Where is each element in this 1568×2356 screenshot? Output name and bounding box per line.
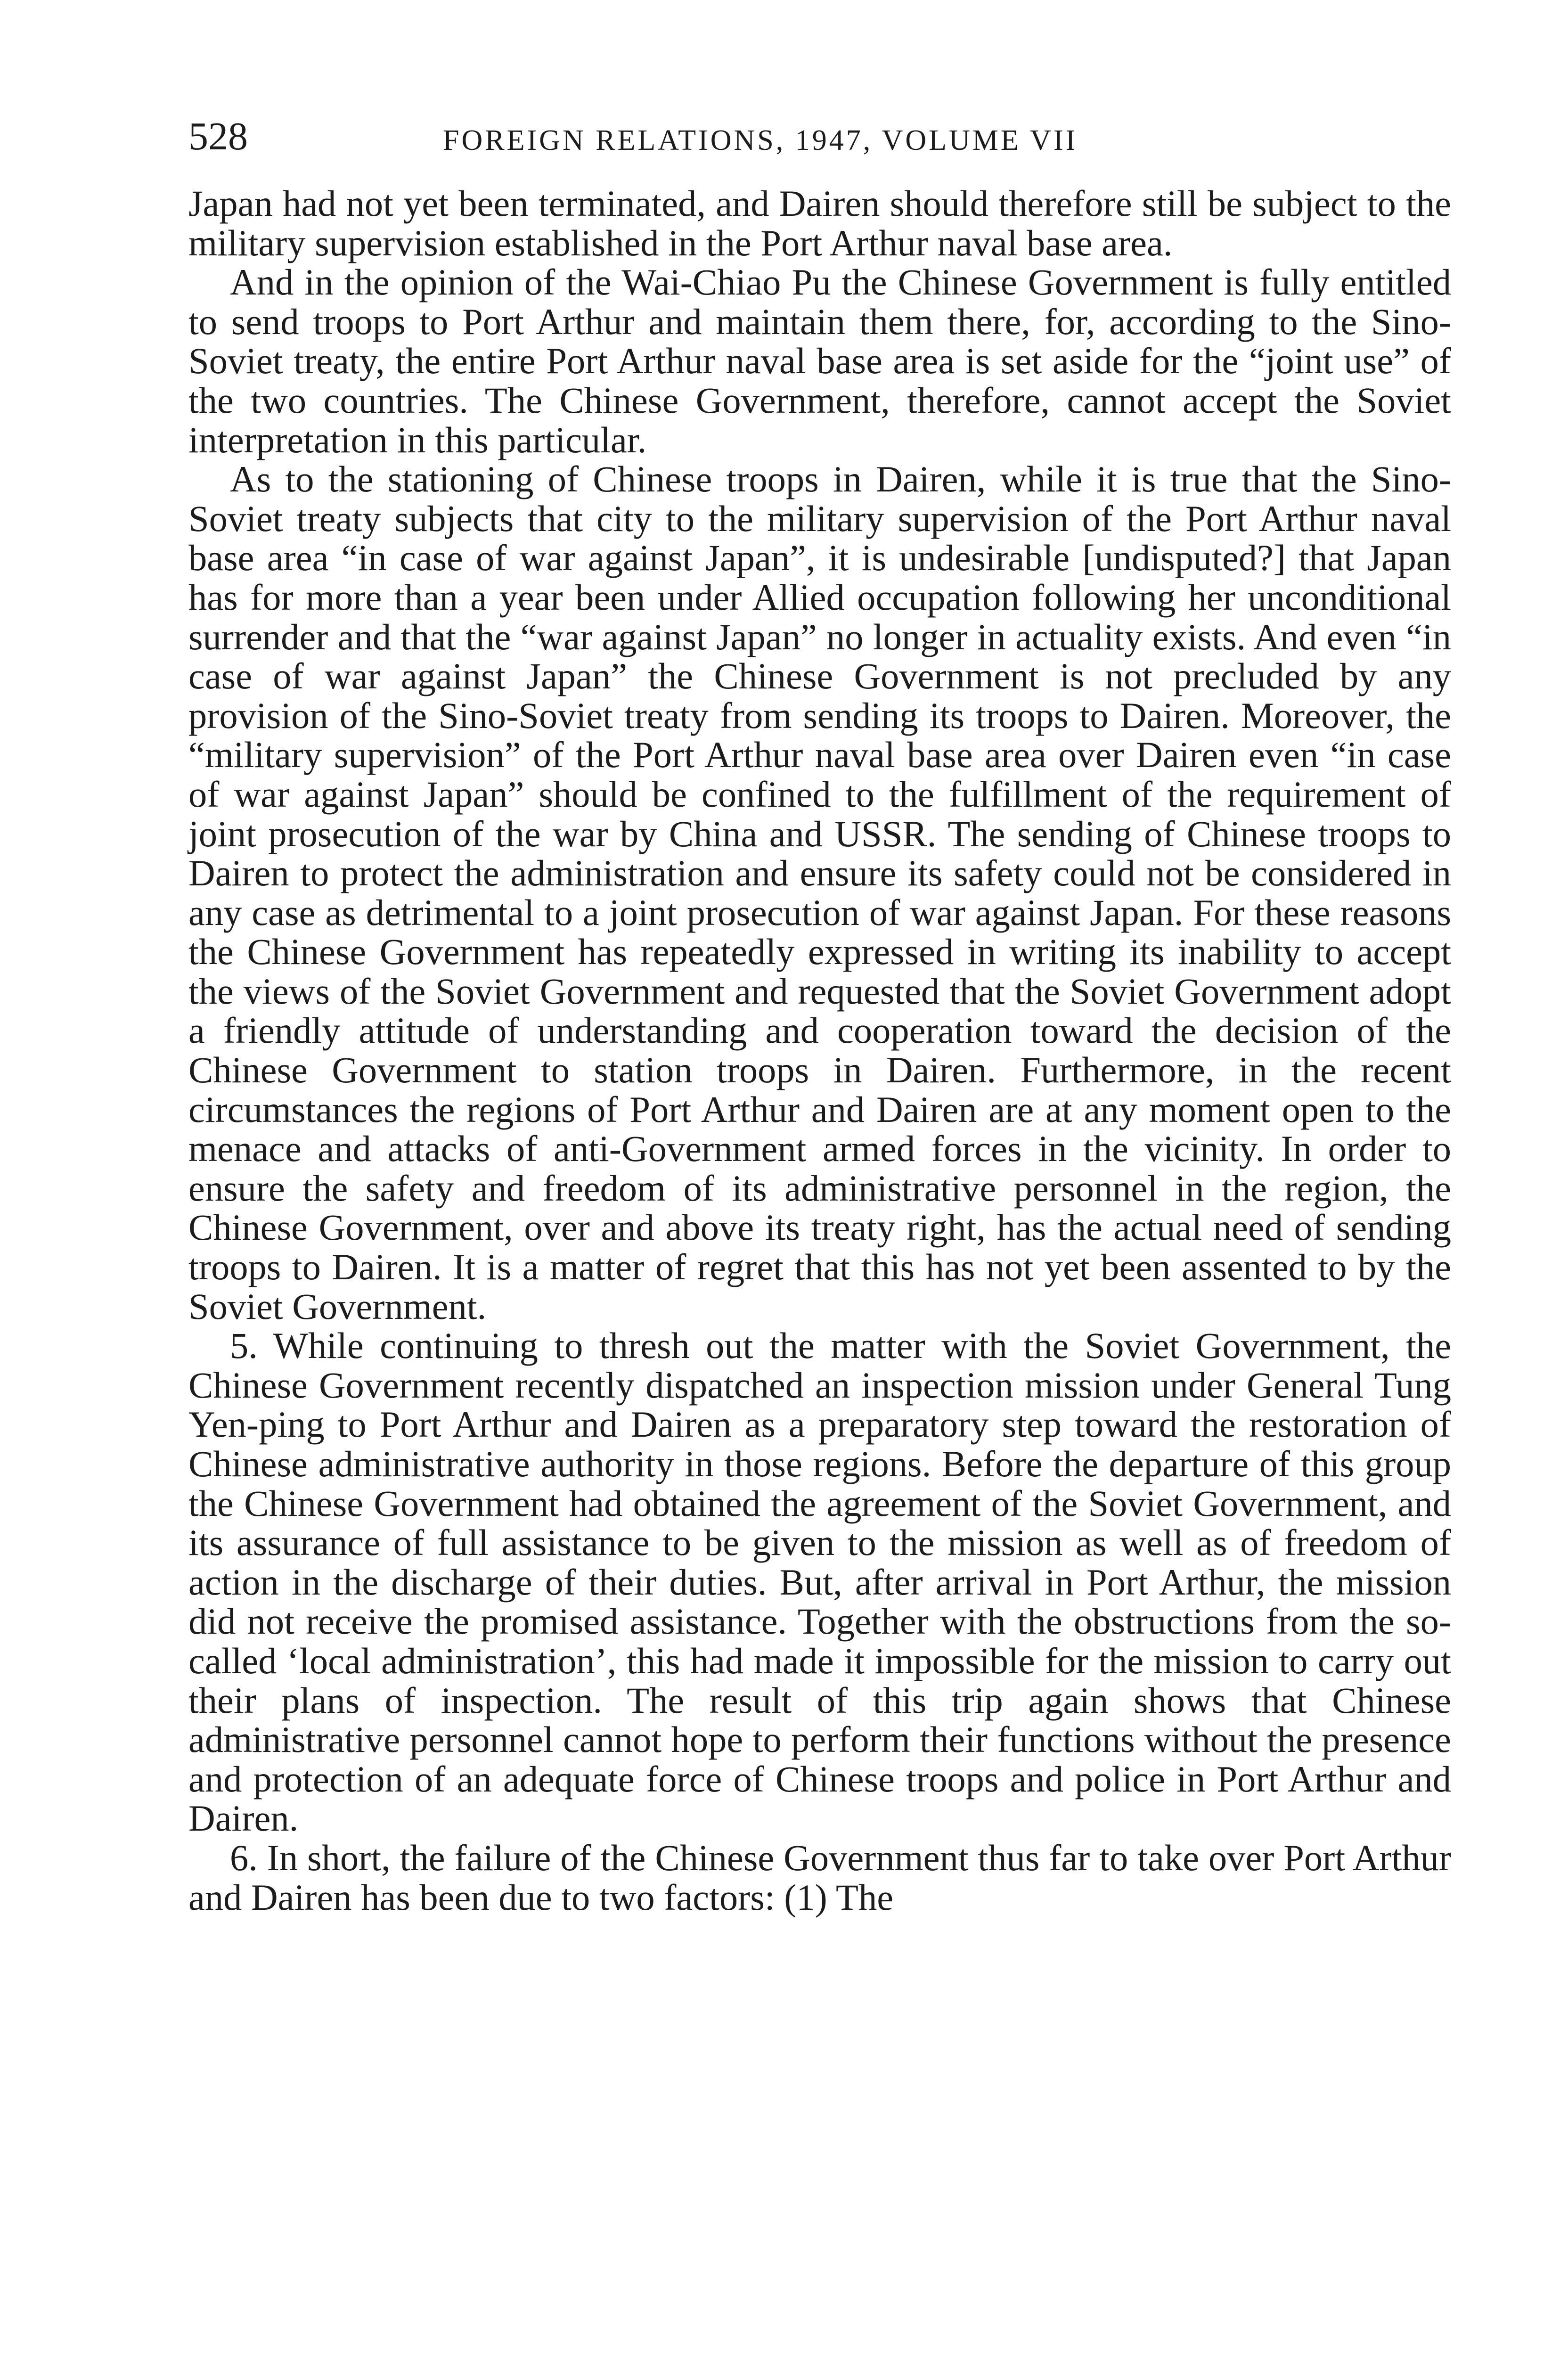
body-text [188,184,1451,1917]
page-number: 528 [188,115,248,158]
paragraph-dairen-troops: As to the stationing of Chinese troops in Dairen, while it is true that the Sino-Soviet treaty subjects that city to the military supervision of the Port Arthur naval base area “in case of war against Japan”, it is undesirable [undisputed?] that Japan has for more than a year been under Allied occupation following her unconditional surrender and that the “war against Japan” no longer in actuality exists. And even “in case of war against Japan” the Chinese Government is not precluded by any provision of the Sino-Soviet treaty from sending its troops to Dairen. Moreover, the “military supervision” of the Port Arthur naval base area over Dairen even “in case of war against Japan” should be confined to the fulfillment of the requirement of joint prosecution of the war by China and USSR. The sending of Chinese troops to Dairen to protect the administration and ensure its safety could not be considered in any case as detrimental to a joint prosecution of war against Japan. For these reasons the Chinese Government has repeatedly expressed in writing its inability to accept the views of the Soviet Government and requested that the Soviet Government adopt a friendly attitude of understanding and cooperation toward the decision of the Chinese Government to station troops in Dairen. Furthermore, in the recent circumstances the regions of Port Arthur and Dairen are at any moment open to the menace and attacks of anti-Government armed forces in the vicinity. In order to ensure the safety and freedom of its administrative personnel in the region, the Chinese Government, over and above its treaty right, has the actual need of sending troops to Dairen. It is a matter of regret that this has not yet been assented to by the Soviet Government. [188,458,1451,1327]
running-head [188,113,1451,170]
paragraph-5: 5. While continuing to thresh out the matter with the Soviet Government, the Chinese Government recently dispatched an inspection mission under General Tung Yen-ping to Port Arthur and Dairen as a preparatory step toward the restoration of Chinese administrative authority in those regions. Before the departure of this group the Chinese Government had obtained the agreement of the Soviet Government, and its assurance of full assistance to be given to the mission as well as of freedom of action in the discharge of their duties. But, after arrival in Port Arthur, the mission did not receive the promised assistance. Together with the obstructions from the so-called ‘local administration’, this had made it impossible for the mission to carry out their plans of inspection. The result of this trip again shows that Chinese administrative personnel cannot hope to perform their functions without the presence and protection of an adequate force of Chinese troops and police in Port Arthur and Dairen. [188,1325,1451,1839]
paragraph-6: 6. In short, the failure of the Chinese Government thus far to take over Port Arthur and Dairen has been due to two factors: (1) The [188,1837,1451,1918]
paragraph-continued: Japan had not yet been terminated, and Dairen should therefore still be subject to the military supervision established in the Port Arthur naval base area. [188,183,1451,263]
paragraph-wai-chiao-pu: And in the opinion of the Wai-Chiao Pu the Chinese Government is fully entitled to send troops to Port Arthur and maintain them there, for, according to the Sino-Soviet treaty, the entire Port Arthur naval base area is set aside for the “joint use” of the two countries. The Chinese Government, therefore, cannot accept the Soviet interpretation in this particular. [188,262,1451,460]
running-title: FOREIGN RELATIONS, 1947, VOLUME VII [443,124,1078,156]
document-page [188,113,1451,1917]
